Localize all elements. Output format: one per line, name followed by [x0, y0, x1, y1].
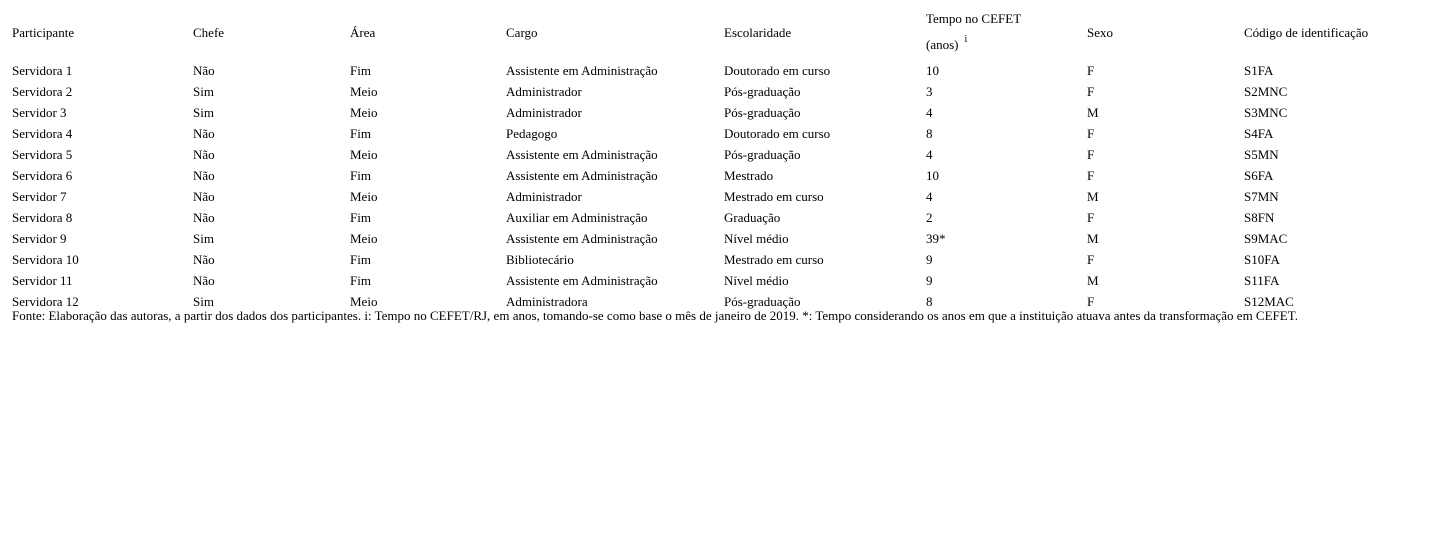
cell-participante: Servidor 3	[12, 105, 67, 120]
cell-sexo: F	[1087, 294, 1095, 309]
cell-area: Fim	[350, 63, 371, 78]
participants-table	[8, 6, 1428, 312]
header-sexo: Sexo	[1087, 25, 1113, 40]
cell-codigo: S2MNC	[1244, 84, 1288, 99]
cell-area: Meio	[350, 294, 378, 309]
cell-escolaridade: Pós-graduação	[724, 105, 801, 120]
cell-cargo: Assistente em Administração	[506, 147, 658, 162]
cell-participante: Servidora 12	[12, 294, 79, 309]
table-header	[8, 6, 1428, 60]
cell-codigo: S9MAC	[1244, 231, 1288, 246]
table-body	[8, 60, 1428, 312]
cell-tempo: 10	[926, 168, 939, 183]
table-row	[8, 207, 1428, 228]
cell-sexo: M	[1087, 189, 1099, 204]
table-row	[8, 249, 1428, 270]
table-row	[8, 144, 1428, 165]
cell-tempo: 9	[926, 273, 933, 288]
table-row	[8, 123, 1428, 144]
cell-sexo: M	[1087, 273, 1099, 288]
cell-cargo: Bibliotecário	[506, 252, 574, 267]
cell-codigo: S1FA	[1244, 63, 1274, 78]
cell-escolaridade: Nível médio	[724, 273, 789, 288]
cell-chefe: Não	[193, 126, 215, 141]
cell-codigo: S7MN	[1244, 189, 1279, 204]
cell-cargo: Administrador	[506, 105, 582, 120]
header-tempo-line2: (anos)	[926, 37, 959, 52]
header-chefe: Chefe	[193, 25, 225, 40]
cell-cargo: Assistente em Administração	[506, 168, 658, 183]
cell-chefe: Sim	[193, 105, 214, 120]
cell-tempo: 3	[926, 84, 933, 99]
cell-sexo: F	[1087, 147, 1095, 162]
table-row	[8, 81, 1428, 102]
cell-escolaridade: Mestrado	[724, 168, 774, 183]
cell-participante: Servidora 6	[12, 168, 73, 183]
cell-cargo: Assistente em Administração	[506, 63, 658, 78]
header-cargo: Cargo	[506, 25, 538, 40]
cell-area: Fim	[350, 168, 371, 183]
table-row	[8, 165, 1428, 186]
header-codigo: Código de identificação	[1244, 25, 1369, 40]
cell-chefe: Não	[193, 63, 215, 78]
cell-cargo: Auxiliar em Administração	[506, 210, 648, 225]
cell-codigo: S6FA	[1244, 168, 1274, 183]
cell-chefe: Não	[193, 147, 215, 162]
cell-codigo: S10FA	[1244, 252, 1280, 267]
cell-tempo: 4	[926, 189, 933, 204]
cell-participante: Servidor 11	[12, 273, 73, 288]
cell-tempo: 10	[926, 63, 939, 78]
cell-escolaridade: Nível médio	[724, 231, 789, 246]
cell-codigo: S8FN	[1244, 210, 1275, 225]
cell-cargo: Administrador	[506, 189, 582, 204]
table-row	[8, 270, 1428, 291]
cell-chefe: Sim	[193, 84, 214, 99]
cell-sexo: F	[1087, 210, 1095, 225]
cell-cargo: Assistente em Administração	[506, 273, 658, 288]
cell-escolaridade: Pós-graduação	[724, 294, 801, 309]
cell-sexo: F	[1087, 168, 1095, 183]
header-tempo-line1: Tempo no CEFET	[926, 11, 1022, 26]
header-escolaridade: Escolaridade	[724, 25, 792, 40]
header-row	[8, 6, 1428, 60]
cell-cargo: Administrador	[506, 84, 582, 99]
cell-codigo: S12MAC	[1244, 294, 1294, 309]
cell-codigo: S4FA	[1244, 126, 1274, 141]
cell-chefe: Sim	[193, 294, 214, 309]
cell-area: Fim	[350, 252, 371, 267]
cell-codigo: S11FA	[1244, 273, 1280, 288]
cell-area: Meio	[350, 147, 378, 162]
cell-area: Meio	[350, 105, 378, 120]
cell-sexo: F	[1087, 63, 1095, 78]
cell-sexo: M	[1087, 231, 1099, 246]
cell-tempo: 8	[926, 294, 933, 309]
header-tempo	[922, 6, 1083, 60]
cell-tempo: 9	[926, 252, 933, 267]
cell-escolaridade: Mestrado em curso	[724, 252, 824, 267]
cell-participante: Servidora 4	[12, 126, 73, 141]
cell-tempo: 39*	[926, 231, 946, 246]
cell-sexo: F	[1087, 252, 1095, 267]
table-row	[8, 186, 1428, 207]
cell-sexo: F	[1087, 126, 1095, 141]
cell-area: Fim	[350, 210, 371, 225]
cell-escolaridade: Pós-graduação	[724, 147, 801, 162]
cell-cargo: Assistente em Administração	[506, 231, 658, 246]
table-row	[8, 60, 1428, 81]
table-footnote: Fonte: Elaboração das autoras, a partir dos dados dos participantes. i: Tempo no CEFET/RJ, em anos, tomando-se como base o mês de janeiro de 2019. *: Tempo considerando os anos em que a instituição atuava antes da transformação em CEFET.	[12, 308, 1298, 323]
cell-tempo: 4	[926, 105, 933, 120]
cell-escolaridade: Doutorado em curso	[724, 126, 831, 141]
cell-participante: Servidora 8	[12, 210, 73, 225]
cell-participante: Servidora 10	[12, 252, 79, 267]
header-area: Área	[350, 25, 376, 40]
cell-escolaridade: Graduação	[724, 210, 781, 225]
cell-codigo: S3MNC	[1244, 105, 1288, 120]
cell-escolaridade: Mestrado em curso	[724, 189, 824, 204]
cell-codigo: S5MN	[1244, 147, 1279, 162]
cell-sexo: F	[1087, 84, 1095, 99]
cell-chefe: Não	[193, 189, 215, 204]
cell-cargo: Pedagogo	[506, 126, 558, 141]
cell-area: Meio	[350, 231, 378, 246]
cell-area: Meio	[350, 84, 378, 99]
cell-tempo: 4	[926, 147, 933, 162]
table-row	[8, 102, 1428, 123]
cell-tempo: 8	[926, 126, 933, 141]
cell-area: Fim	[350, 273, 371, 288]
cell-participante: Servidora 5	[12, 147, 73, 162]
cell-area: Meio	[350, 189, 378, 204]
cell-participante: Servidor 9	[12, 231, 67, 246]
cell-escolaridade: Doutorado em curso	[724, 63, 831, 78]
cell-sexo: M	[1087, 105, 1099, 120]
header-participante: Participante	[12, 25, 75, 40]
cell-area: Fim	[350, 126, 371, 141]
cell-chefe: Não	[193, 273, 215, 288]
cell-participante: Servidor 7	[12, 189, 67, 204]
table-row	[8, 228, 1428, 249]
cell-chefe: Não	[193, 210, 215, 225]
cell-escolaridade: Pós-graduação	[724, 84, 801, 99]
cell-chefe: Não	[193, 168, 215, 183]
cell-tempo: 2	[926, 210, 933, 225]
cell-participante: Servidora 2	[12, 84, 73, 99]
header-tempo-line2-wrap	[926, 32, 1079, 60]
cell-chefe: Sim	[193, 231, 214, 246]
cell-chefe: Não	[193, 252, 215, 267]
header-tempo-superscript: i	[964, 34, 968, 45]
cell-cargo: Administradora	[506, 294, 588, 309]
cell-participante: Servidora 1	[12, 63, 73, 78]
